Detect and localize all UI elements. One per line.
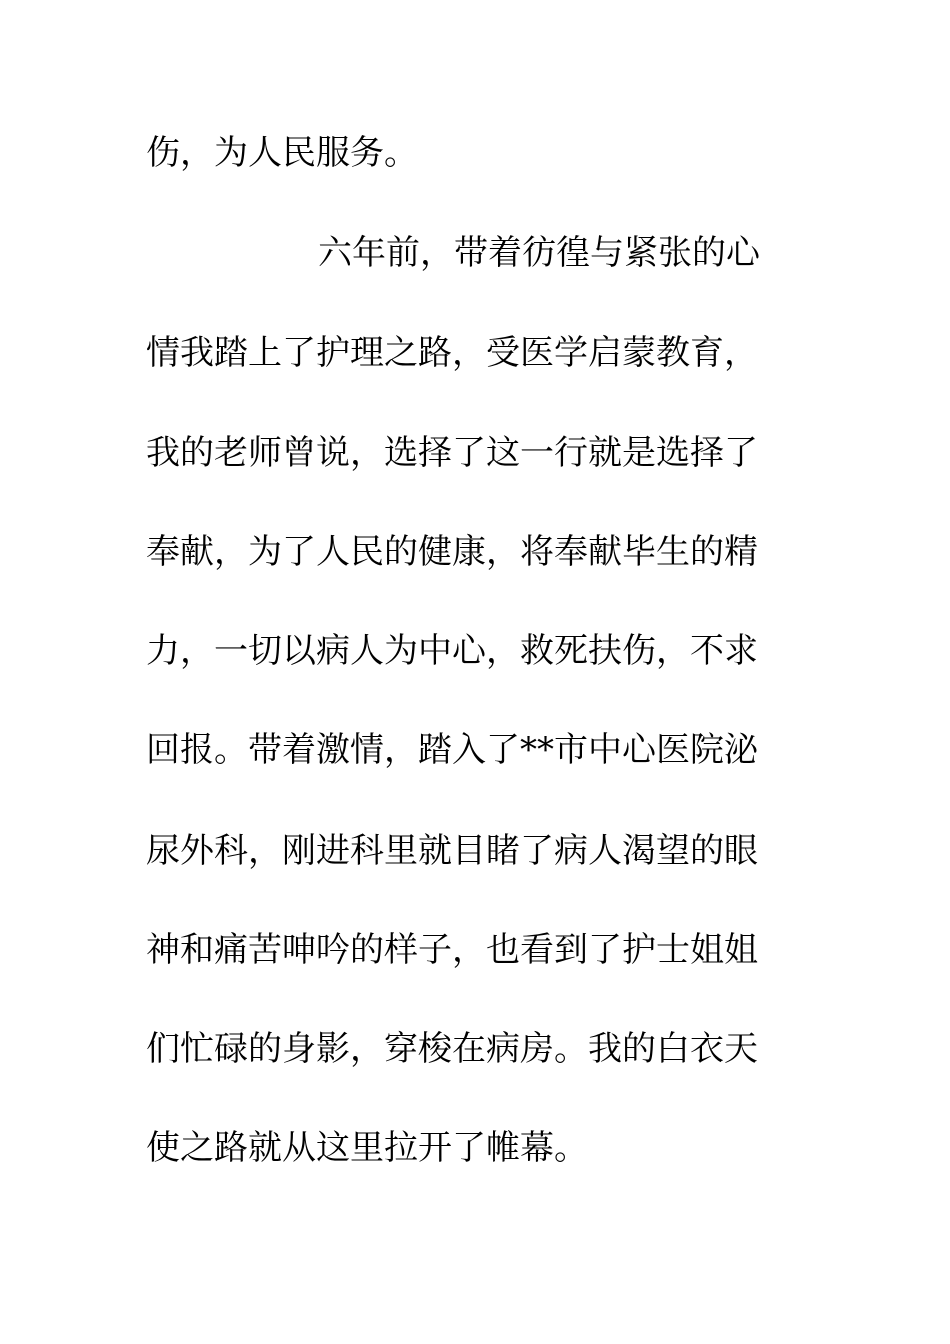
text-line: 情我踏上了护理之路，受医学启蒙教育，: [146, 333, 758, 373]
text-line: 伤，为人民服务。: [146, 133, 418, 173]
paragraph-first-line: 六年前，带着彷徨与紧张的心: [318, 233, 760, 273]
text-line: 回报。带着激情，踏入了**市中心医院泌: [146, 730, 758, 770]
text-line: 尿外科，刚进科里就目睹了病人渴望的眼: [146, 831, 758, 871]
text-line: 神和痛苦呻吟的样子，也看到了护士姐姐: [146, 930, 758, 970]
text-line: 我的老师曾说，选择了这一行就是选择了: [146, 433, 758, 473]
text-line: 力，一切以病人为中心，救死扶伤，不求: [146, 631, 758, 671]
text-line: 们忙碌的身影，穿梭在病房。我的白衣天: [146, 1029, 758, 1069]
text-line: 使之路就从这里拉开了帷幕。: [146, 1128, 588, 1168]
text-line: 奉献，为了人民的健康，将奉献毕生的精: [146, 532, 758, 572]
